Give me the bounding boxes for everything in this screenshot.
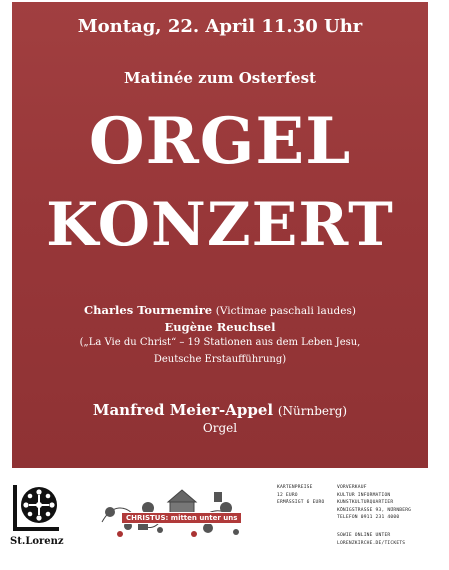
- presale-info: [337, 484, 411, 522]
- ticket-price: 12 EURO: [277, 492, 298, 498]
- ticket-info: [277, 484, 324, 507]
- title-line-1: ORGEL: [88, 104, 352, 179]
- logo-wordmark: St.Lorenz: [10, 536, 64, 547]
- banner-slogan: CHRISTUS: mitten unter uns: [121, 512, 242, 524]
- event-date: Montag, 22. April 11.30 Uhr: [77, 16, 363, 37]
- performer-city: (Nürnberg): [277, 404, 348, 418]
- work-2-line-1: („La Vie du Christ“ – 19 Stationen aus dem Leben Jesu,: [79, 337, 361, 348]
- program-line-1: [12, 303, 428, 317]
- ticket-heading: KARTENPREISE: [277, 485, 313, 490]
- work-1: (Victimae paschali laudes): [215, 305, 356, 317]
- presale-line: KULTUR INFORMATION: [337, 492, 391, 498]
- composer-1: Charles Tournemire: [84, 303, 213, 317]
- poster-panel: [12, 2, 428, 468]
- composer-2: Eugène Reuchsel: [164, 320, 276, 334]
- work-2-line-2: Deutsche Erstaufführung): [153, 354, 287, 365]
- performer-line: [12, 401, 428, 419]
- ticket-reduced: ERMÄSSIGT 6 EURO: [277, 500, 325, 505]
- online-heading: SOWIE ONLINE UNTER: [337, 533, 391, 538]
- online-info: [337, 532, 405, 547]
- title-line-2: KONZERT: [46, 190, 394, 260]
- st-lorenz-logo-icon: [12, 484, 60, 532]
- performer-name: Manfred Meier-Appel: [92, 401, 274, 419]
- presale-line: KUNSTKULTURQUARTIER: [337, 500, 394, 505]
- presale-line: TELEFON 0911 231 4000: [337, 515, 400, 520]
- online-url-link[interactable]: LORENZKIRCHE.DE/TICKETS: [337, 540, 406, 546]
- event-subtitle: Matinée zum Osterfest: [124, 69, 316, 87]
- presale-line: KÖNIGSTRASSE 93, NÜRNBERG: [337, 507, 412, 513]
- presale-heading: VORVERKAUF: [337, 485, 367, 490]
- performer-instrument: Orgel: [202, 421, 238, 435]
